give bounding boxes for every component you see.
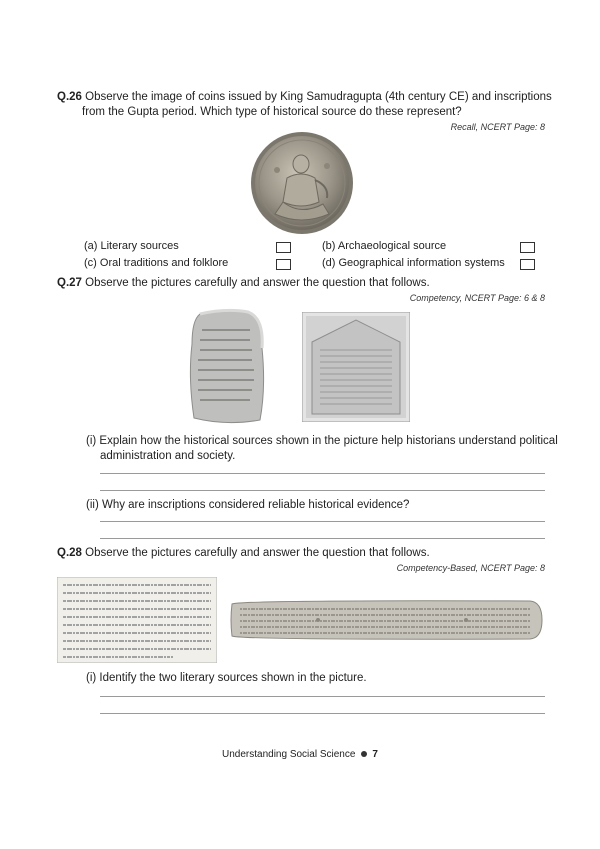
q28-sub1-answer-line-2[interactable] bbox=[100, 713, 545, 714]
q28-meta: Competency-Based, NCERT Page: 8 bbox=[396, 563, 545, 573]
q28-text bbox=[57, 546, 430, 561]
q26-question-line1: Observe the image of coins issued by King Samudragupta (4th century CE) and inscriptions bbox=[85, 91, 552, 103]
q28-number: Q.28 bbox=[57, 547, 82, 559]
q27-meta: Competency, NCERT Page: 6 & 8 bbox=[409, 293, 545, 303]
q26-meta: Recall, NCERT Page: 8 bbox=[450, 122, 545, 132]
q26-text bbox=[57, 90, 557, 105]
q28-question: Observe the pictures carefully and answer the question that follows. bbox=[85, 547, 430, 559]
q26-option-b: (b) Archaeological source bbox=[322, 240, 447, 252]
q26-option-c: (c) Oral traditions and folklore bbox=[84, 257, 229, 269]
q26-option-d-checkbox[interactable] bbox=[520, 259, 535, 270]
q26-number: Q.26 bbox=[57, 91, 82, 103]
q27-sub1-line2: administration and society. bbox=[100, 450, 236, 462]
page-footer bbox=[0, 749, 600, 760]
q26-text-line2: from the Gupta period. Which type of historical source do these represent? bbox=[82, 106, 462, 118]
q27-text bbox=[57, 276, 430, 291]
q28-sub1: (i) Identify the two literary sources shown in the picture. bbox=[86, 672, 367, 684]
q27-sub2-answer-line-1[interactable] bbox=[100, 521, 545, 522]
page-number: 7 bbox=[372, 749, 378, 760]
q26-option-b-checkbox[interactable] bbox=[520, 242, 535, 253]
q26-option-c-checkbox[interactable] bbox=[276, 259, 291, 270]
q26-option-a: (a) Literary sources bbox=[84, 240, 179, 252]
inscription-stone-image bbox=[186, 308, 268, 426]
manuscript-page-image bbox=[57, 577, 217, 663]
q27-sub1-answer-line-1[interactable] bbox=[100, 473, 545, 474]
q27-sub2: (ii) Why are inscriptions considered reliable historical evidence? bbox=[86, 499, 410, 511]
q28-sub1-answer-line-1[interactable] bbox=[100, 696, 545, 697]
coin-image bbox=[249, 130, 355, 236]
q27-sub1-line1: (i) Explain how the historical sources shown in the picture help historians understand political bbox=[86, 435, 558, 447]
q27-number: Q.27 bbox=[57, 277, 82, 289]
q27-sub2-answer-line-2[interactable] bbox=[100, 538, 545, 539]
q26-option-a-checkbox[interactable] bbox=[276, 242, 291, 253]
q27-sub1-answer-line-2[interactable] bbox=[100, 490, 545, 491]
footer-book-title: Understanding Social Science bbox=[222, 749, 356, 760]
q27-question: Observe the pictures carefully and answer the question that follows. bbox=[85, 277, 430, 289]
palm-leaf-manuscript-image bbox=[230, 598, 544, 642]
inscription-tablet-image bbox=[302, 312, 410, 422]
bullet-icon bbox=[361, 751, 367, 757]
q26-option-d: (d) Geographical information systems bbox=[322, 257, 505, 269]
